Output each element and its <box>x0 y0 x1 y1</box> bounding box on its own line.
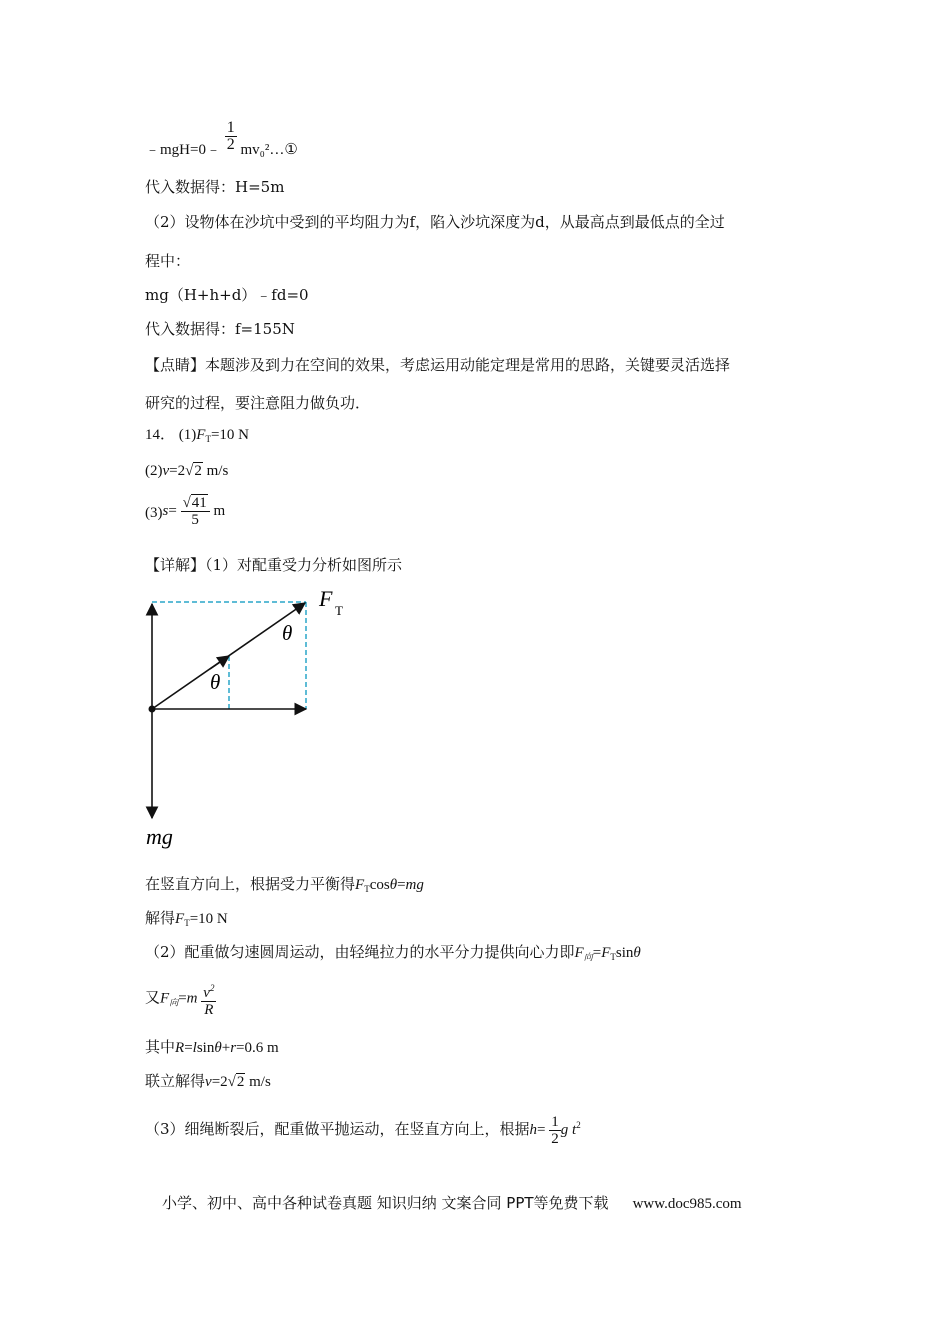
vertical-force-sub: T <box>364 884 370 894</box>
answer-2-unit: m/s <box>202 463 229 479</box>
again-den: R <box>204 1002 214 1018</box>
equation-energy-2: mg（H+h+d）﹣fd=0 <box>145 286 309 304</box>
where-theta: θ <box>214 1040 222 1056</box>
vertical-balance-line <box>145 874 424 899</box>
question-number: 14． <box>145 427 176 443</box>
eq1-half-num: 1 <box>226 119 235 136</box>
where-line <box>145 1037 279 1058</box>
solve-line <box>145 908 228 933</box>
part3-text: （3）细绳断裂后，配重做平抛运动，在竖直方向上，根据 <box>145 1119 530 1138</box>
eq1-half-den: 2 <box>226 136 235 153</box>
part2c-force2: F <box>601 945 611 961</box>
again-num-sup: 2 <box>209 983 215 993</box>
force-diagram <box>130 588 370 858</box>
part2c-eq: = <box>592 945 602 961</box>
part2-centripetal-line <box>145 942 641 967</box>
answer-3-distance: s <box>162 502 169 519</box>
joint-radicand: 2 <box>236 1074 245 1090</box>
part2c-force2-sub: T <box>610 952 616 962</box>
vertical-cos: cos <box>369 877 390 893</box>
answer-3-eq: = <box>168 502 177 519</box>
again-mass: m <box>186 990 198 1007</box>
label-gravity: mg <box>146 824 173 849</box>
answer-1-value: =10 N <box>210 427 249 443</box>
part3-g: g <box>560 1121 569 1138</box>
again-eq: = <box>178 990 187 1007</box>
part2-line-a: （2）设物体在沙坑中受到的平均阻力为f，陷入沙坑深度为d，从最高点到最低点的全过 <box>145 213 725 231</box>
joint-solve-line <box>145 1071 271 1092</box>
solve-force: F <box>175 911 185 927</box>
label-force-sub: T <box>335 603 343 618</box>
footer-text: 小学、初中、高中各种试卷真题 知识归纳 文案合同 PPT等免费下载 <box>162 1194 609 1212</box>
answer-3-den: 5 <box>191 512 199 528</box>
substitute-f-line: 代入数据得：f=155N <box>145 320 295 338</box>
part3-height: h <box>529 1121 538 1138</box>
part3-den: 2 <box>551 1131 559 1147</box>
where-value: =0.6 m <box>236 1040 279 1056</box>
equation-energy-1 <box>145 120 298 160</box>
answer-1-prefix: (1) <box>178 427 197 443</box>
answer-3-prefix: (3) <box>145 504 163 521</box>
where-eq: = <box>184 1040 193 1056</box>
footer-url[interactable]: www.doc985.com <box>632 1196 742 1212</box>
answer-3-radicand: 41 <box>191 495 207 511</box>
again-fraction <box>201 980 216 1018</box>
solve-value: =10 N <box>189 911 228 927</box>
again-num-v: v <box>203 985 210 1001</box>
answer-1-force-sub: T <box>205 434 211 444</box>
answer-2-radicand: 2 <box>194 463 202 479</box>
sqrt-symbol: √ <box>185 463 194 479</box>
vertical-text: 在竖直方向上，根据受力平衡得 <box>145 875 356 893</box>
part3-t-sup: 2 <box>576 1119 581 1130</box>
part3-eq: = <box>537 1121 546 1138</box>
answer-2-line <box>145 461 228 481</box>
where-plus: + <box>221 1040 231 1056</box>
answer-2-eq: =2 <box>169 463 186 479</box>
label-force: F <box>319 588 333 611</box>
part2-line-b: 程中： <box>145 252 191 270</box>
arrow-tension-mid <box>210 656 229 669</box>
answer-2-velocity: v <box>162 463 170 479</box>
vertical-force: F <box>355 877 365 893</box>
comment-line-a: 【点睛】本题涉及到力在空间的效果，考虑运用动能定理是常用的思路，关键要灵活选择 <box>145 356 731 374</box>
vertical-theta: θ <box>389 877 398 893</box>
joint-velocity: v <box>205 1074 212 1090</box>
vertical-mg: mg <box>405 877 424 893</box>
where-radius: R <box>175 1040 185 1056</box>
joint-unit: m/s <box>245 1074 271 1090</box>
answer-3-num <box>181 495 210 512</box>
substitute-h-line: 代入数据得：H=5m <box>145 178 285 196</box>
part3-t: t <box>572 1121 577 1138</box>
where-text: 其中 <box>145 1038 176 1056</box>
again-num <box>201 980 216 1002</box>
joint-text: 联立解得 <box>145 1072 206 1090</box>
eq1-half-fraction <box>225 120 237 153</box>
part2c-theta: θ <box>633 945 641 961</box>
part3-line <box>145 1114 581 1147</box>
again-force: F <box>160 990 170 1007</box>
answer-2-prefix: (2) <box>145 463 163 479</box>
answer-1-force: F <box>196 427 206 443</box>
where-small-r: r <box>230 1040 237 1056</box>
answer-1-line <box>145 425 249 449</box>
answer-3-line <box>145 495 225 528</box>
part3-num: 1 <box>551 1114 559 1130</box>
again-text: 又 <box>145 988 161 1007</box>
comment-line-b: 研究的过程，要注意阻力做负功． <box>145 394 371 412</box>
solve-force-sub: T <box>184 918 190 928</box>
detail-line: 【详解】（1）对配重受力分析如图所示 <box>145 556 403 574</box>
sqrt-symbol: √ <box>182 495 191 511</box>
again-line <box>145 980 216 1018</box>
again-force-sub: 向 <box>169 997 179 1008</box>
part2c-force: F <box>574 945 584 961</box>
sqrt-symbol: √ <box>227 1074 236 1090</box>
eq1-suffix: mv₀²…① <box>240 141 298 158</box>
solve-text: 解得 <box>145 909 176 927</box>
part2c-sin: sin <box>615 945 634 961</box>
where-sin: sin <box>196 1040 215 1056</box>
answer-3-fraction <box>181 495 210 528</box>
label-theta-mid: θ <box>210 670 221 694</box>
part2c-text: （2）配重做匀速圆周运动，由轻绳拉力的水平分力提供向心力即 <box>145 943 575 961</box>
origin-dot <box>149 706 156 713</box>
joint-eq: =2 <box>211 1074 228 1090</box>
page-footer <box>162 1192 742 1213</box>
vertical-eq: = <box>397 877 406 893</box>
eq1-prefix: ﹣mgH=0﹣ <box>145 141 221 158</box>
part2c-force-sub: 向 <box>583 952 593 962</box>
label-theta-top: θ <box>282 621 293 645</box>
where-length: l <box>192 1040 197 1056</box>
part3-fraction <box>549 1114 561 1147</box>
answer-3-unit: m <box>209 502 226 519</box>
